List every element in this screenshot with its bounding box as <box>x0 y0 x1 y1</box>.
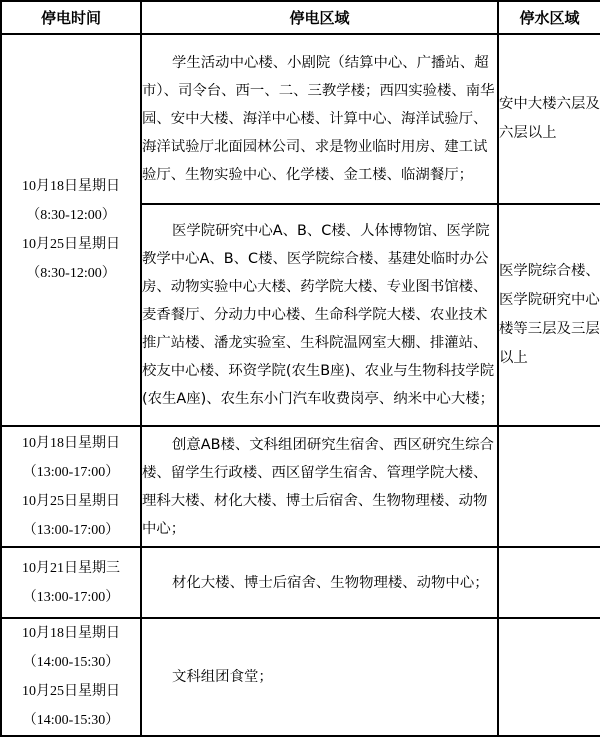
time-line: 10月18日星期日 <box>22 179 120 194</box>
time-line: （14:00-15:30） <box>22 655 120 670</box>
time-line: （8:30-12:00） <box>26 266 116 281</box>
table-row <box>1 618 600 736</box>
time-line: 10月18日星期日 <box>22 435 120 451</box>
water-area-cell <box>498 547 600 618</box>
time-line: 10月25日星期日 <box>22 493 120 509</box>
power-area-cell <box>141 618 498 736</box>
outage-time-cell <box>1 547 141 618</box>
header-outage-time: 停电时间 <box>1 1 141 34</box>
water-area-cell <box>498 426 600 547</box>
time-line: （13:00-17:00） <box>22 522 120 538</box>
power-area-text: 创意AB楼、文科组团研究生宿舍、西区研究生综合楼、留学生行政楼、西区留学生宿舍、管理学院大楼、理科大楼、材化大楼、博士后宿舍、生物物理楼、动物中心； <box>142 436 494 537</box>
power-area-text: 材化大楼、博士后宿舍、生物物理楼、动物中心； <box>172 574 489 591</box>
time-line: 10月21日星期三 <box>22 560 120 576</box>
time-line: （13:00-17:00） <box>22 464 120 480</box>
power-area-text: 学生活动中心楼、小剧院（结算中心、广播站、超市）、司令台、西一、二、三教学楼；西四实验楼、南华园、安中大楼、海洋中心楼、计算中心、海洋试验厅、海洋试验厅北面园林公司、求是物业临时用房、建工试验厅、生物实验中心、化学楼、金工楼、临湖餐厅； <box>142 55 495 183</box>
header-row <box>1 1 600 34</box>
table-row <box>1 34 600 204</box>
outage-time-cell <box>1 618 141 736</box>
power-area-text: 文科组团食堂； <box>172 669 273 685</box>
time-line: （13:00-17:00） <box>22 589 120 605</box>
header-water-area: 停水区域 <box>498 1 600 34</box>
outage-time-cell <box>1 426 141 547</box>
outage-time-cell <box>1 34 141 426</box>
time-line: 10月25日星期日 <box>22 237 120 252</box>
power-area-text: 医学院研究中心A、B、C楼、人体博物馆、医学院教学中心A、B、C楼、医学院综合楼、基建处临时办公房、动物实验中心大楼、药学院大楼、专业图书馆楼、麦香餐厅、分动力中心楼、生命科学院大楼、农业技术推广站楼、潘龙实验室、生科院温网室大棚、排灌站、校友中心楼、环资学院(农生B座)、农业与生物科技学院(农生A座)、农生东小门汽车收费岗亭、纳米中心大楼； <box>142 223 495 407</box>
power-area-cell <box>141 547 498 618</box>
water-area-cell: 安中大楼六层及六层以上 <box>498 34 600 204</box>
power-area-cell <box>141 204 498 426</box>
table-row <box>1 426 600 547</box>
power-area-cell <box>141 426 498 547</box>
water-area-cell <box>498 618 600 736</box>
header-power-area: 停电区域 <box>141 1 498 34</box>
power-area-cell <box>141 34 498 204</box>
water-area-cell: 医学院综合楼、医学院研究中心楼等三层及三层以上 <box>498 204 600 426</box>
time-line: （8:30-12:00） <box>26 208 116 223</box>
table-row <box>1 547 600 618</box>
time-line: 10月25日星期日 <box>22 684 120 699</box>
time-line: （14:00-15:30） <box>22 713 120 728</box>
time-line: 10月18日星期日 <box>22 626 120 641</box>
